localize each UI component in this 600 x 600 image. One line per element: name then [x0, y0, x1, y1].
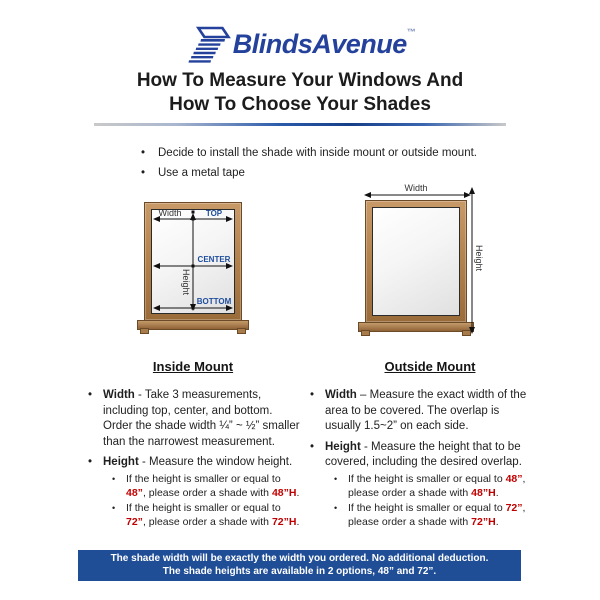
value-48: 48”: [505, 472, 523, 485]
inside-mount-details: [88, 388, 300, 529]
bottom-label: BOTTOM: [196, 297, 232, 306]
width-desc: - Take 3 measurements, including top, center, and bottom. Order the shade width ¼” ~ ½” smaller than the narrowest measurement.: [103, 389, 300, 448]
heading-inside-mount: Inside Mount: [152, 359, 234, 374]
value-72h: 72”H: [271, 515, 297, 528]
height-rule-48: [334, 472, 538, 500]
width-bullet: [310, 388, 538, 435]
height-text: [325, 440, 538, 471]
top-label: TOP: [205, 209, 223, 218]
bullet-marker: [334, 472, 348, 500]
height-rule-48: [112, 472, 300, 500]
heading-outside-mount: Outside Mount: [384, 359, 476, 374]
width-label: Width: [404, 183, 428, 193]
window-diagram-outside-mount: [356, 183, 484, 338]
width-text: [103, 388, 300, 450]
info-banner: [78, 550, 521, 581]
bullet-marker: [88, 388, 103, 450]
height-term: Height: [103, 456, 139, 468]
intro-bullet: [141, 146, 477, 161]
page-title-line1: How To Measure Your Windows And: [136, 70, 464, 91]
outside-mount-details: [310, 388, 538, 529]
gradient-divider: [94, 123, 506, 126]
intro-bullet-text: Decide to install the shade with inside mount or outside mount.: [158, 147, 477, 159]
window-diagram-inside-mount: [137, 196, 249, 336]
intro-bullet: [141, 166, 477, 181]
value-48: 48”: [126, 486, 143, 499]
height-rule-text: If the height is smaller or equal to 72”, please order a shade with 72”H.: [348, 501, 526, 528]
height-rule-72: [334, 501, 538, 529]
measurement-arrows: [356, 183, 484, 338]
value-72: 72”: [126, 515, 143, 528]
height-desc: - Measure the height that to be covered, including the desired overlap.: [325, 440, 522, 468]
trademark: ™: [406, 27, 416, 37]
height-rule-72: [112, 501, 300, 529]
height-term: Height: [325, 440, 361, 453]
height-text: [103, 455, 292, 471]
brand-name: [233, 13, 416, 63]
value-72h: 72”H: [471, 515, 496, 528]
bullet-marker: [310, 388, 325, 435]
height-bullet: [310, 440, 538, 471]
bullet-marker: [141, 146, 158, 161]
intro-bullet-list: [141, 146, 477, 186]
bullet-marker: [88, 455, 103, 471]
banner-line2: The shade heights are available in 2 options, 48” and 72”.: [162, 565, 437, 577]
height-rule-text: If the height is smaller or equal to 48”, please order a shade with 48”H.: [126, 472, 300, 499]
center-label: CENTER: [197, 255, 231, 264]
awning-blinds-icon: [185, 25, 231, 63]
bullet-marker: [141, 166, 158, 181]
value-48h: 48”H: [271, 486, 297, 499]
bullet-marker: [334, 501, 348, 529]
intro-bullet-text: Use a metal tape: [158, 167, 245, 179]
page-title-line2: How To Choose Your Shades: [169, 94, 431, 115]
value-48h: 48”H: [471, 486, 496, 499]
width-term: Width: [103, 389, 135, 401]
width-desc: – Measure the exact width of the area to be covered. The overlap is usually 1.5~2” on each side.: [325, 389, 527, 432]
bullet-marker: [112, 472, 126, 500]
width-label: Width: [158, 208, 182, 218]
height-label: Height: [181, 268, 191, 295]
bullet-marker: [310, 440, 325, 471]
width-term: Width: [325, 389, 357, 401]
width-bullet: [88, 388, 300, 450]
brand-text: BlindsAvenue: [232, 29, 407, 59]
value-72: 72”: [505, 501, 523, 514]
height-bullet: [88, 455, 300, 471]
page-title: [0, 69, 600, 117]
logo: [0, 13, 600, 63]
banner-line1: The shade width will be exactly the width you ordered. No additional deduction.: [110, 553, 489, 564]
height-label: Height: [474, 244, 484, 271]
height-desc: - Measure the window height.: [138, 456, 293, 468]
height-rule-text: If the height is smaller or equal to 72”, please order a shade with 72”H.: [126, 501, 300, 528]
bullet-marker: [112, 501, 126, 529]
height-rule-text: If the height is smaller or equal to 48”, please order a shade with 48”H.: [348, 472, 526, 499]
width-text: [325, 388, 538, 435]
